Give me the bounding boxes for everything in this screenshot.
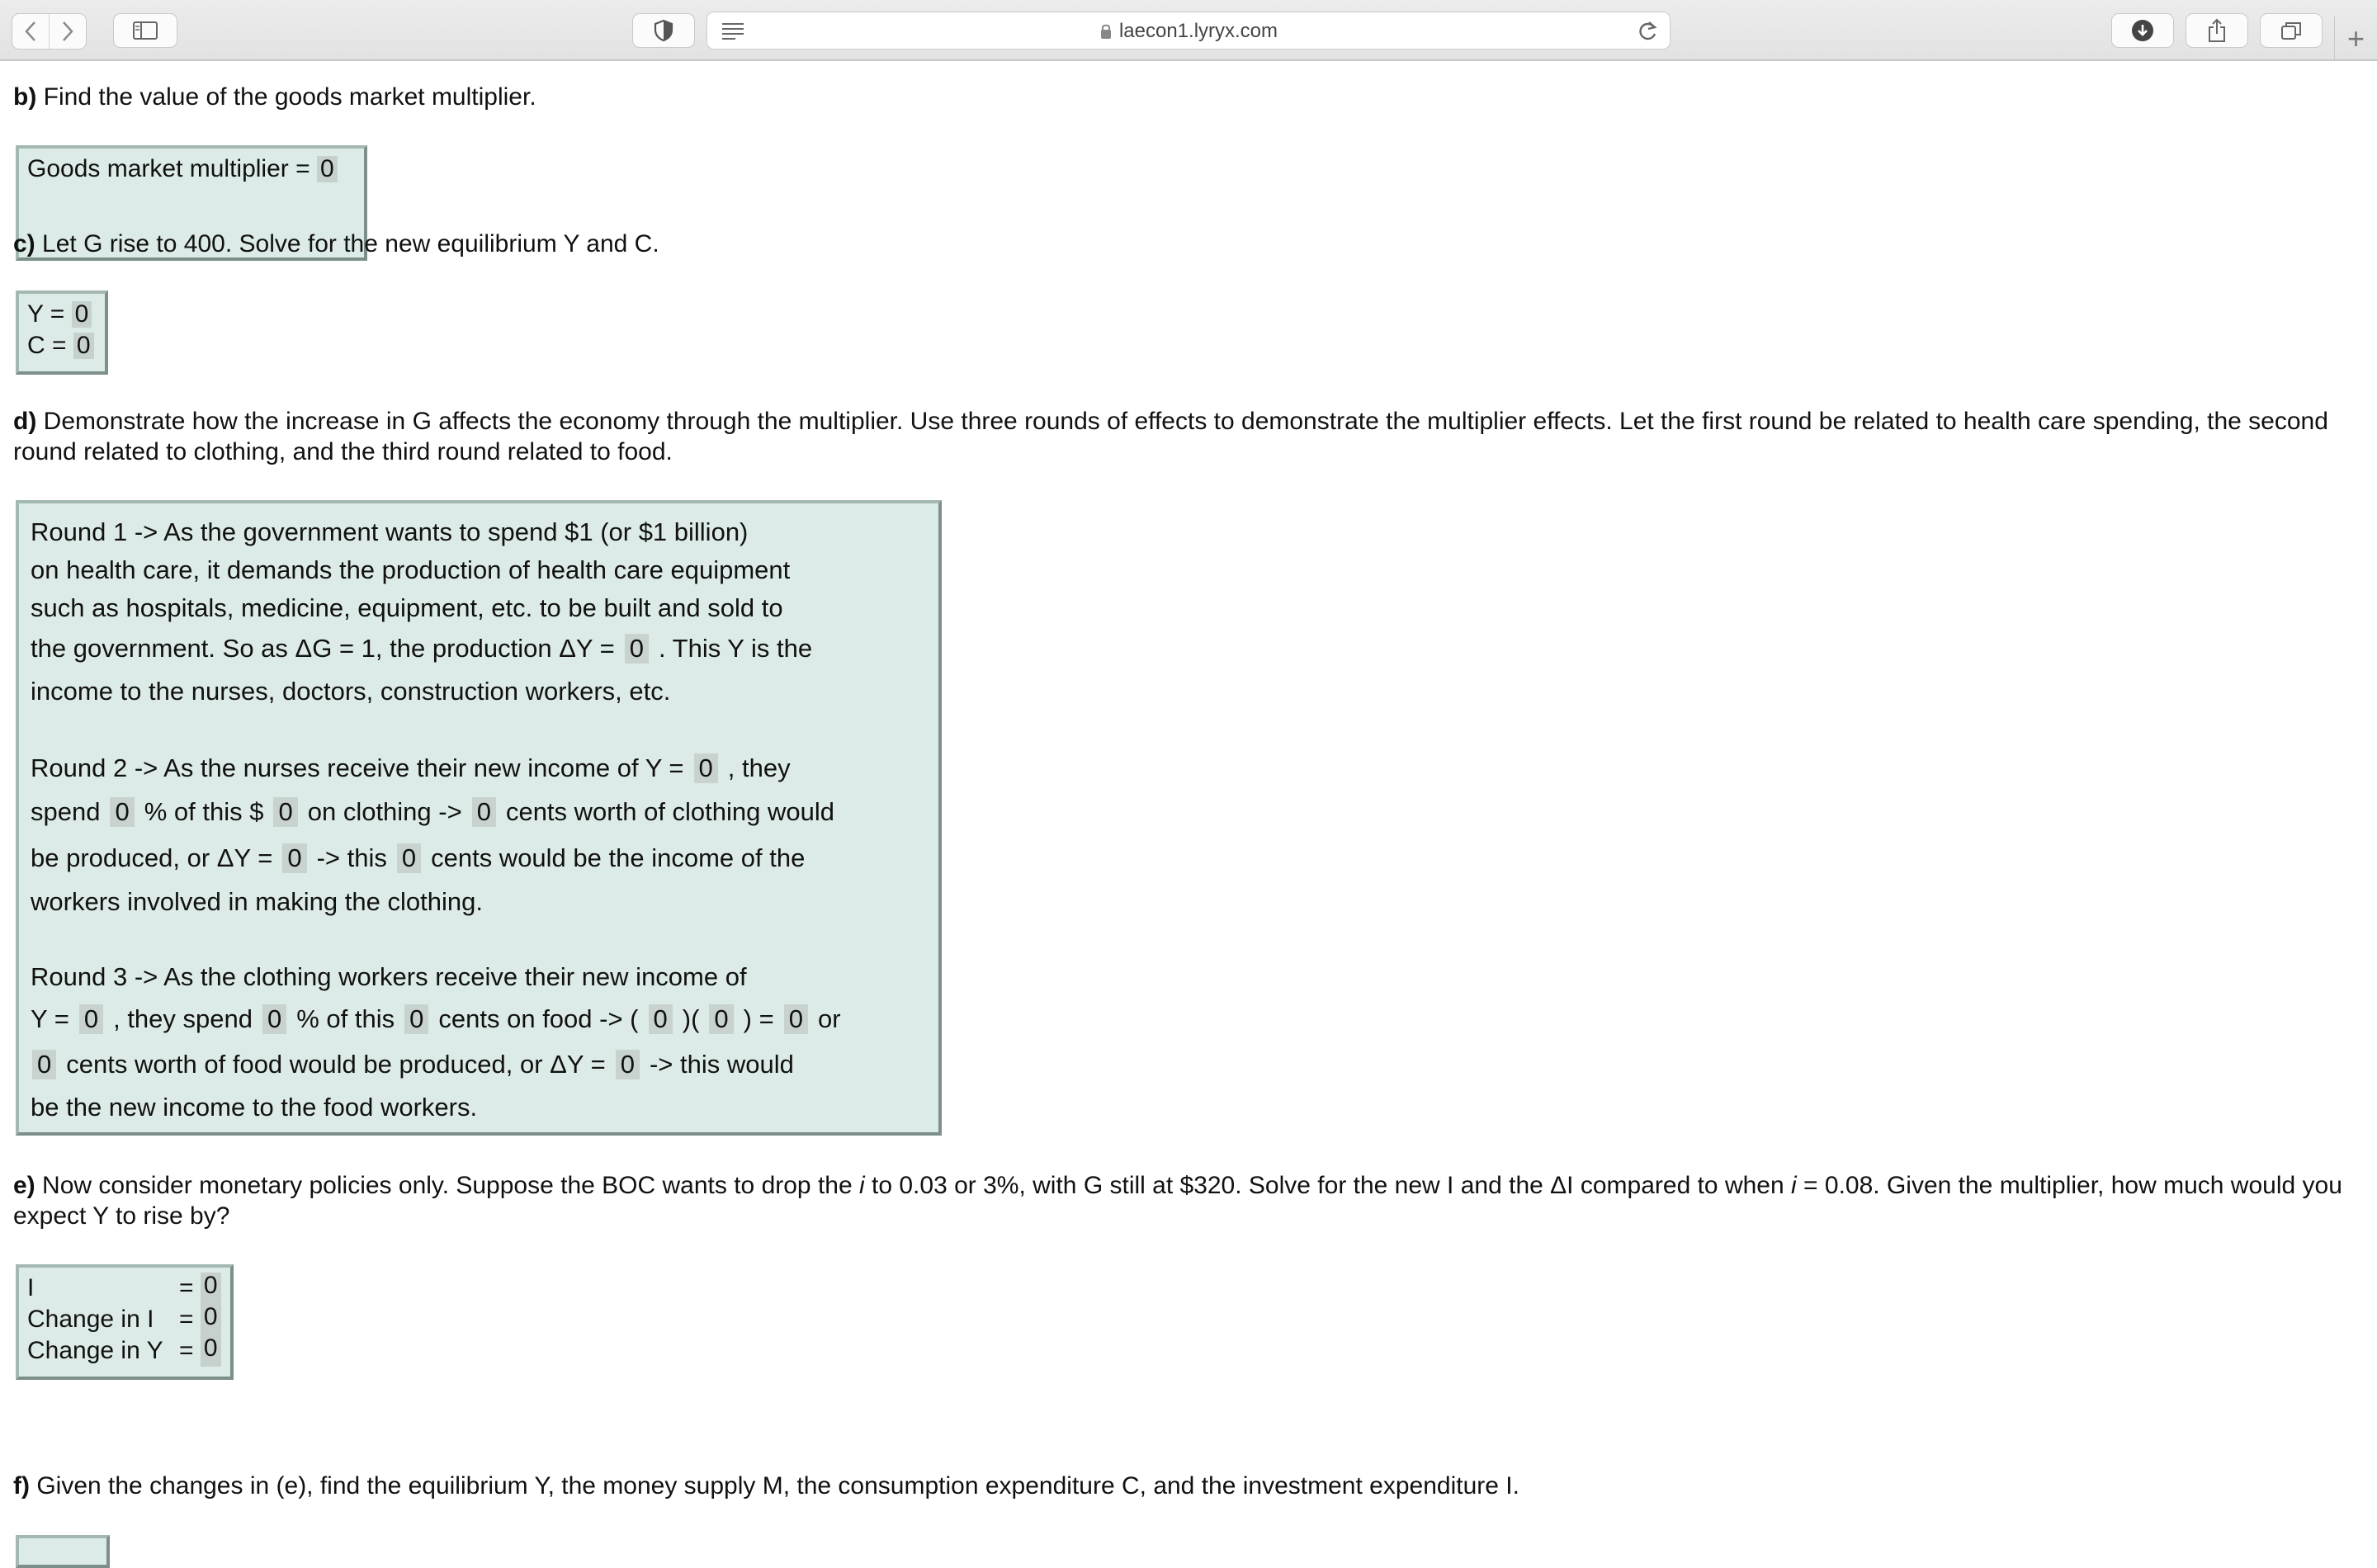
text: spend [31,797,101,826]
delta-i-label: Change in I [27,1306,154,1333]
text: )( [682,1004,700,1033]
question-text: Given the changes in (e), find the equilibrium Y, the money supply M, the consumption expenditure C, and the investment expenditure I. [36,1472,1519,1500]
equals: = [179,1274,194,1301]
question-text: Find the value of the goods market multiplier. [43,83,536,111]
y-row [27,299,97,330]
nav-buttons [12,13,87,50]
i-input[interactable]: 0 [201,1273,221,1304]
text: , they [727,753,791,782]
text: Y = [31,1004,69,1033]
share-button[interactable] [2186,13,2248,48]
round2-line2 [31,789,927,835]
question-text: = 0.08. Given the multiplier, how much would you expect Y to rise by? [13,1172,2342,1230]
round3-percent-input[interactable]: 0 [262,1004,286,1034]
multiplier-label: Goods market multiplier = [27,155,310,182]
address-bar[interactable] [706,12,1671,50]
round3-delta-y-input[interactable]: 0 [616,1050,640,1079]
url-display [707,12,1670,50]
round1-line3: such as hospitals, medicine, equipment, etc. to be built and sold to [31,593,783,622]
share-icon [2207,18,2227,43]
equals: = [179,1306,194,1333]
round2-cents-input[interactable]: 0 [472,797,496,827]
round1-line2: on health care, it demands the production of health care equipment [31,555,791,584]
text: cents on food -> ( [438,1004,639,1033]
text: cents worth of clothing would [505,797,835,826]
round3-income-input[interactable]: 0 [79,1004,103,1034]
privacy-report-button[interactable] [632,13,695,48]
round2-percent-input[interactable]: 0 [110,797,134,827]
sidebar-button[interactable] [113,13,177,48]
question-letter: e) [13,1172,35,1199]
equals: = [179,1337,194,1364]
delta-i-input[interactable]: 0 [201,1304,221,1335]
text: or [817,1004,841,1033]
i-label: I [27,1274,35,1301]
c-input[interactable]: 0 [73,333,94,359]
question-letter: c) [13,230,35,257]
question-letter: b) [13,83,37,111]
c-row [27,330,97,361]
i-row [27,1273,222,1304]
question-letter: d) [13,408,37,435]
tab-overview-button[interactable] [2260,13,2323,48]
interest-symbol: i [1791,1172,1797,1199]
round2-line4: workers involved in making the clothing. [31,887,483,916]
text: the government. So as ΔG = 1, the production ΔY = [31,634,615,663]
forward-button[interactable] [49,14,86,49]
round3-factor1-input[interactable]: 0 [649,1004,673,1034]
round3-line1: Round 3 -> As the clothing workers receive their new income of [31,962,747,991]
delta-y-row [27,1335,222,1367]
multiplier-input[interactable]: 0 [317,156,338,182]
tabs-icon [2280,21,2302,40]
question-c [13,229,659,259]
y-input[interactable]: 0 [72,301,92,328]
c-label: C = [27,332,67,359]
answer-box-f [16,1535,110,1568]
round3-line4: be the new income to the food workers. [31,1093,478,1122]
delta-i-row [27,1304,222,1335]
text: cents would be the income of the [431,843,806,872]
round2-line1 [31,748,927,789]
question-d [13,406,2365,467]
reload-button[interactable] [1637,20,1658,47]
chevron-right-icon [61,21,74,42]
round2-line3 [31,835,927,881]
interest-symbol: i [859,1172,865,1199]
y-label: Y = [27,300,65,328]
round2-delta-y-input[interactable]: 0 [282,843,306,873]
answer-box-e [16,1264,234,1380]
text: -> this would [649,1050,794,1079]
question-b [13,82,536,112]
question-letter: f) [13,1472,30,1500]
back-button[interactable] [12,14,49,49]
round3-product-input[interactable]: 0 [784,1004,808,1034]
text: on clothing -> [307,797,462,826]
reload-icon [1637,20,1658,43]
text: Round 2 -> As the nurses receive their new income of Y = [31,753,684,782]
round1-line5: income to the nurses, doctors, construction workers, etc. [31,677,671,706]
round3-cents-input[interactable]: 0 [32,1050,56,1079]
round3-this-input[interactable]: 0 [404,1004,428,1034]
sidebar-icon [133,21,158,40]
question-text: Let G rise to 400. Solve for the new equilibrium Y and C. [42,230,659,257]
delta-y-label: Change in Y [27,1337,163,1364]
spacer [31,923,927,957]
downloads-button[interactable] [2111,13,2174,48]
answer-box-c [16,290,108,375]
round3-factor2-input[interactable]: 0 [709,1004,733,1034]
text: cents worth of food would be produced, or ΔY = [66,1050,606,1079]
round3-line2 [31,997,927,1041]
text: be produced, or ΔY = [31,843,273,872]
new-tab-button[interactable]: + [2334,17,2377,61]
round2-income-cents-input[interactable]: 0 [397,843,421,873]
text: -> this [316,843,387,872]
question-text: Demonstrate how the increase in G affects the economy through the multiplier. Use three rounds of effects to demonstrate the multiplier effects. Let the first round be related to health care spending, the second round related to clothing, and the third round related to food. [13,408,2328,465]
round2-dollar-input[interactable]: 0 [273,797,297,827]
lock-icon [1099,23,1113,40]
url-text: laecon1.lyryx.com [1118,20,1278,42]
question-text: Now consider monetary policies only. Suppose the BOC wants to drop the [42,1172,853,1199]
spacer [31,713,927,748]
browser-toolbar [0,0,2377,61]
shield-icon [654,19,673,42]
text: % of this [296,1004,395,1033]
answer-box-d [16,500,942,1136]
download-icon [2131,19,2154,42]
round1-delta-y-input[interactable]: 0 [625,634,649,664]
round1-line4 [31,627,927,670]
round2-income-input[interactable]: 0 [694,753,718,783]
delta-y-input[interactable]: 0 [201,1335,221,1367]
chevron-left-icon [24,21,37,42]
text: . This Y is the [659,634,813,663]
text: ) = [743,1004,774,1033]
round1-line1: Round 1 -> As the government wants to spend $1 (or $1 billion) [31,517,749,546]
round3-line3 [31,1041,927,1088]
question-e [13,1170,2365,1231]
text: , they spend [113,1004,253,1033]
question-text: to 0.03 or 3%, with G still at $320. Solve for the new I and the ΔI compared to when [872,1172,1784,1199]
question-f [13,1471,2365,1501]
text: % of this $ [144,797,264,826]
